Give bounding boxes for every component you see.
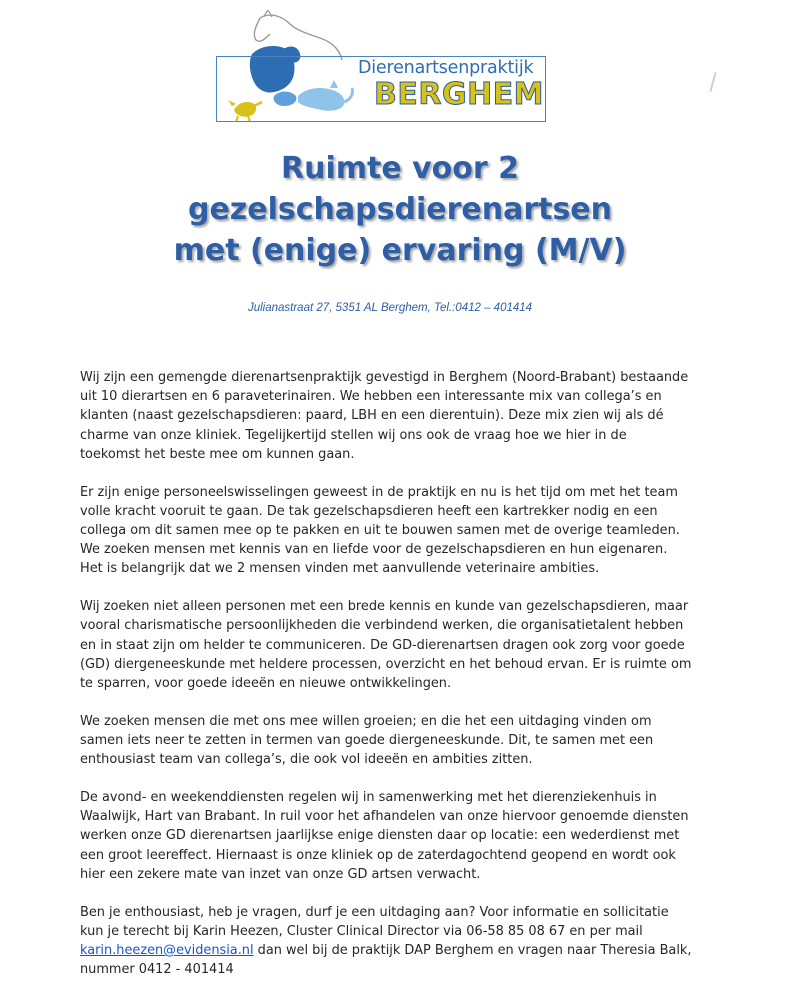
text-line: Waalwijk, Hart van Brabant. In ruil voor het afhandelen van onze hiervoor genoemde diensten bbox=[80, 809, 689, 825]
contact-line-rest: dan wel bij de praktijk DAP Berghem en vragen naar Theresia Balk, bbox=[253, 943, 692, 959]
paragraph-growth bbox=[80, 712, 730, 770]
text-line: een groot leereffect. Hiernaast is onze kliniek op de zaterdagochtend geopend en wordt ook bbox=[80, 847, 676, 863]
text-line: enthousiast team van collega’s, die ook vol ideeën en ambities zitten. bbox=[80, 752, 533, 768]
text-line: klanten (naast gezelschapsdieren: paard, LBH en een dierentuin). Deze mix zien wij als dé bbox=[80, 408, 664, 424]
text-line: kun je terecht bij Karin Heezen, Cluster Clinical Director via 06-58 85 08 67 en per mail bbox=[80, 923, 643, 939]
paragraph-shifts bbox=[80, 788, 730, 884]
contact-email-line bbox=[80, 941, 730, 960]
text-line: We zoeken mensen die met ons mee willen groeien; en die het een uitdaging vinden om bbox=[80, 713, 652, 729]
text-line: Ben je enthousiast, heb je vragen, durf je een uitdaging aan? Voor informatie en sollicitatie bbox=[80, 904, 669, 920]
paragraph-team bbox=[80, 483, 730, 579]
text-line: te sparren, voor goede ideeën en nieuwe ontwikkelingen. bbox=[80, 676, 452, 692]
text-line: samen iets neer te zetten in termen van goede diergeneeskunde. Dit, te samen met een bbox=[80, 733, 654, 749]
text-line: Wij zoeken niet alleen personen met een brede kennis en kunde van gezelschapsdieren, maar bbox=[80, 599, 689, 615]
logo-town-name: BERGHEM bbox=[374, 77, 545, 112]
text-line: collega om dit samen mee op te pakken en uit te bouwen samen met de overige teamleden. bbox=[80, 523, 680, 539]
paragraph-profile bbox=[80, 597, 730, 693]
title-line-3: met (enige) ervaring (M/V) bbox=[173, 233, 627, 268]
title-line-1: Ruimte voor 2 bbox=[280, 151, 520, 186]
text-line: hier een zekere mate van inzet van onze GD artsen verwacht. bbox=[80, 866, 481, 882]
text-line: volle kracht vooruit te gaan. De tak gezelschapsdieren heeft een kartrekker nodig en een bbox=[80, 503, 658, 519]
text-line: charme van onze kliniek. Tegelijkertijd stellen wij ons ook de vraag hoe we hier in de bbox=[80, 427, 627, 443]
text-line: nummer 0412 - 401414 bbox=[80, 962, 234, 978]
scan-mark bbox=[709, 72, 716, 92]
text-line: vooral charismatische persoonlijkheden die verbindend werken, die organisatietalent hebben bbox=[80, 618, 684, 634]
email-link[interactable]: karin.heezen@evidensia.nl bbox=[80, 943, 254, 959]
text-line: werken onze GD dierenartsen jaarlijkse enige diensten daar op locatie: een wederdienst met bbox=[80, 828, 680, 844]
logo-practice-name: Dierenartsenpraktijk bbox=[358, 58, 534, 78]
text-line: De avond- en weekenddiensten regelen wij in samenwerking met het dierenziekenhuis in bbox=[80, 790, 657, 806]
text-line: Het is belangrijk dat we 2 mensen vinden met aanvullende veterinaire ambities. bbox=[80, 561, 600, 577]
text-line: Wij zijn een gemengde dierenartsenpraktijk gevestigd in Berghem (Noord-Brabant) bestaande bbox=[80, 370, 689, 385]
vacancy-body bbox=[80, 368, 730, 998]
title-line-2: gezelschapsdierenartsen bbox=[187, 192, 613, 227]
text-line: uit 10 dierartsen en 6 paraveterinairen. We hebben een interessante mix van collega’s en bbox=[80, 389, 662, 405]
text-line: en in staat zijn om helder te communiceren. De GD-dierenartsen dragen ook zorg voor goede bbox=[80, 637, 685, 653]
paragraph-intro bbox=[80, 368, 730, 464]
text-line: toekomst het beste mee om kunnen gaan. bbox=[80, 446, 355, 462]
practice-address: Julianastraat 27, 5351 AL Berghem, Tel.:0412 – 401414 bbox=[247, 302, 533, 314]
praktijk-logo bbox=[212, 10, 552, 122]
paragraph-contact bbox=[80, 903, 730, 980]
text-line: Er zijn enige personeelswisselingen geweest in de praktijk en nu is het tijd om met het team bbox=[80, 484, 678, 500]
page-title bbox=[120, 148, 680, 271]
text-line: (GD) diergeneeskunde met heldere processen, overzicht en het behoud ervan. Er is ruimte om bbox=[80, 656, 692, 672]
text-line: We zoeken mensen met kennis van en liefde voor de gezelschapsdieren en hun eigenaren. bbox=[80, 542, 668, 558]
